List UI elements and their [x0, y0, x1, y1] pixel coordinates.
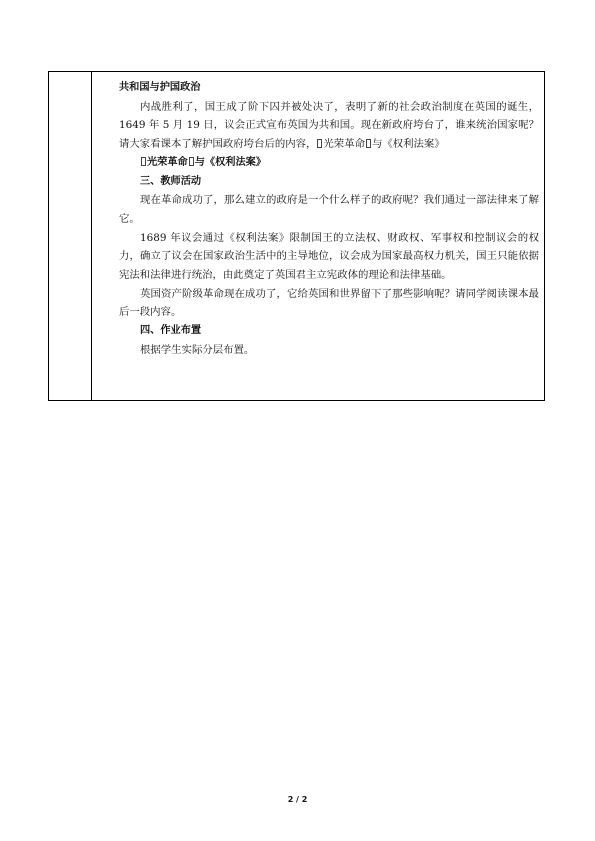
page-number: 2 / 2: [287, 795, 308, 804]
paragraph-revolution-impact: 英国资产阶级革命现在成功了，它给英国和世界留下了那些影响呢？请同学阅读课本最后一段内容。: [119, 287, 539, 319]
table-left-column: [49, 72, 92, 400]
paragraph-homework: 根据学生实际分层布置。: [140, 343, 255, 356]
paragraph-bill-of-rights: 与《权利法案》: [371, 138, 445, 151]
lesson-table: [48, 71, 545, 401]
missing-glyph-icon: [189, 157, 194, 166]
paragraph-new-government: 现在革命成功了，那么建立的政府是一个什么样子的政府呢？我们通过一部法律来了解它。: [119, 194, 539, 225]
missing-glyph-icon: [366, 139, 371, 148]
section-heading-glorious-revolution: [119, 154, 539, 173]
missing-glyph-icon: [141, 157, 146, 166]
heading-bill-of-rights-text: 与《权利法案》: [194, 156, 267, 168]
paragraph-civil-war: [119, 98, 539, 154]
heading-glorious-revolution-text: 光荣革命: [147, 156, 188, 168]
section-heading-teacher-activity: 三、教师活动: [140, 175, 202, 187]
lesson-content: [119, 79, 539, 360]
paragraph-bill-of-rights-1689: 1689 年议会通过《权利法案》限制国王的立法权、财政权、军事权和控制议会的权力，确立了议会在国家政治生活中的主导地位，议会成为国家最高权力机关，国王只能依据宪法和法律进行统治，由此奠定了英国君主立宪政体的理论和法律基础。: [119, 231, 539, 282]
section-heading-homework: 四、作业布置: [140, 325, 202, 337]
missing-glyph-icon: [317, 139, 322, 148]
paragraph-civil-war-text: 内战胜利了，国王成了阶下囚并被处决了，表明了新的社会政治制度在英国的诞生，1649 年 5 月 19 日，议会正式宣布英国为共和国。现在新政府垮台了，谁来统治国家呢？请大家看课本了解护国政府垮台后的内容，: [119, 100, 539, 151]
paragraph-glorious-revolution: 光荣革命: [323, 138, 365, 151]
section-heading-republic: 共和国与护国政治: [119, 82, 201, 93]
